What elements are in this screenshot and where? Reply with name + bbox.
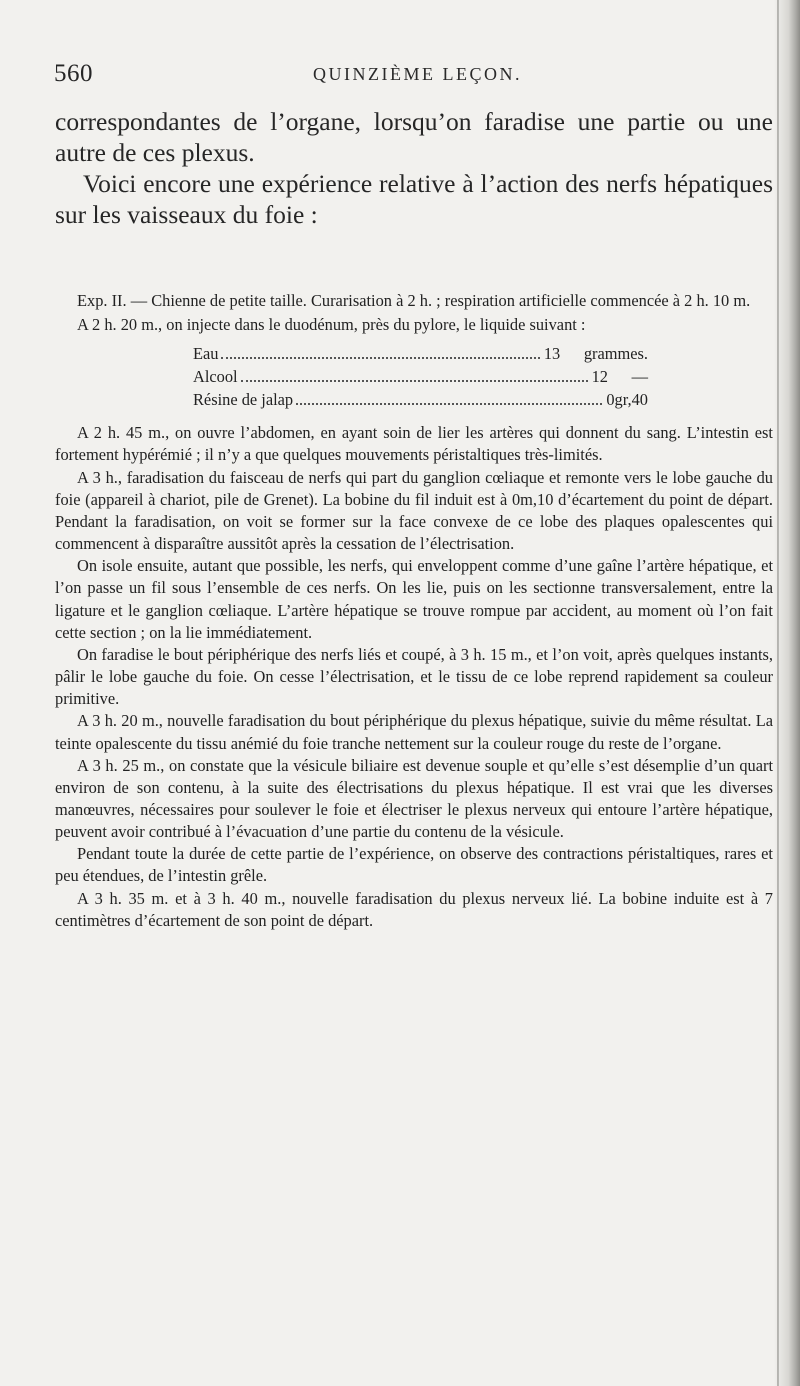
ingredient-unit: grammes.: [583, 344, 648, 364]
body-paragraph: A 2 h. 45 m., on ouvre l’abdomen, en ayant soin de lier les artères qui donnent du sang. L’intestin est fortement hypérémié ; il n’y a que quelques mouvements péristaltiques très-limités.: [55, 423, 773, 465]
body-paragraph: A 3 h. 25 m., on constate que la vésicule biliaire est devenue souple et qu’elle s’est désemplie d’un quart environ de son contenu, à la suite des électrisations du plexus hépatique. Il est vrai que les diverses manœuvres, nécessaires pour soulever le foie et électriser le plexus nerveux qui entoure l’artère hépatique, peuvent avoir contribué à l’évacuation d’une partie du contenu de la vésicule.: [55, 755, 773, 842]
body-paragraph: On faradise le bout périphérique des nerfs liés et coupé, à 3 h. 15 m., et l’on voit, après quelques instants, pâlir le lobe gauche du foie. On cesse l’électrisation, et le tissu de ce lobe reprend rapidement sa couleur primitive.: [55, 644, 773, 709]
body-paragraph: On isole ensuite, autant que possible, les nerfs, qui enveloppent comme d’une gaîne l’artère hépatique, et l’on passe un fil sous l’ensemble de ces nerfs. On les lie, puis on les sectionne transversalement, entre la ligature et le ganglion cœliaque. L’artère hépatique se trouve rompue par accident, au moment où l’on fait cette section ; on la lie immédiatement.: [55, 556, 773, 642]
injection-paragraph: A 2 h. 20 m., on injecte dans le duodénum, près du pylore, le liquide suivant :: [77, 315, 586, 335]
ingredient-quantity: 0gr,40: [606, 390, 648, 410]
page-header: [0, 60, 800, 94]
body-paragraph: Pendant toute la durée de cette partie de l’expérience, on observe des contractions péristaltiques, rares et peu étendues, de l’intestin grêle.: [55, 844, 773, 886]
experiment-description: — Chienne de petite taille. Curarisation à 2 h. ; respiration artificielle commencée à 2 h. 10 m.: [126, 291, 751, 310]
body-paragraph: A 3 h., faradisation du faisceau de nerfs qui part du ganglion cœliaque et remonte vers le lobe gauche du foie (appareil à chariot, pile de Grenet). La bobine du fil induit est à 0m,10 d’écartement du point de départ. Pendant la faradisation, on voit se former sur la face convexe de ce lobe des plaques opalescentes qui commencent à disparaître aussitôt après la cessation de l’électrisation.: [55, 467, 773, 554]
leader-dots: [221, 357, 539, 359]
formula-row: [193, 343, 648, 366]
intro-paragraph: Voici encore une expérience relative à l’action des nerfs hépatiques sur les vaisseaux du foie :: [55, 169, 773, 229]
formula-list: [193, 343, 648, 412]
leader-dots: [241, 380, 588, 382]
experiment-label: Exp. II.: [77, 291, 127, 310]
body-paragraph: A 3 h. 35 m. et à 3 h. 40 m., nouvelle faradisation du plexus nerveux lié. La bobine induite est à 7 centimètres d’écartement de son point de départ.: [55, 888, 773, 930]
leader-dots: [296, 403, 602, 405]
ingredient-quantity: 13: [543, 344, 561, 364]
experiment-heading-paragraph: [55, 290, 773, 312]
page-edge-shadow: [774, 0, 800, 1386]
experiment-text: [55, 290, 773, 932]
intro-paragraph: correspondantes de l’organe, lorsqu’on faradise une partie ou une autre de ces plexus.: [55, 107, 773, 167]
formula-row: [193, 366, 648, 389]
ingredient-name: Alcool: [193, 367, 238, 387]
formula-row: [193, 389, 648, 412]
running-title: QUINZIÈME LEÇON.: [313, 64, 522, 84]
ingredient-quantity: 12: [591, 367, 608, 387]
ingredient-name: Eau: [193, 344, 219, 364]
ingredient-name: Résine de jalap: [193, 390, 294, 410]
intro-text: [55, 106, 773, 230]
body-paragraph: A 3 h. 20 m., nouvelle faradisation du bout périphérique du plexus hépatique, suivie du même résultat. La teinte opalescente du tissu anémié du foie tranche nettement sur la couleur rouge du reste de l’organe.: [55, 711, 773, 753]
ingredient-unit: —: [631, 367, 648, 387]
page-number: 560: [54, 60, 93, 87]
